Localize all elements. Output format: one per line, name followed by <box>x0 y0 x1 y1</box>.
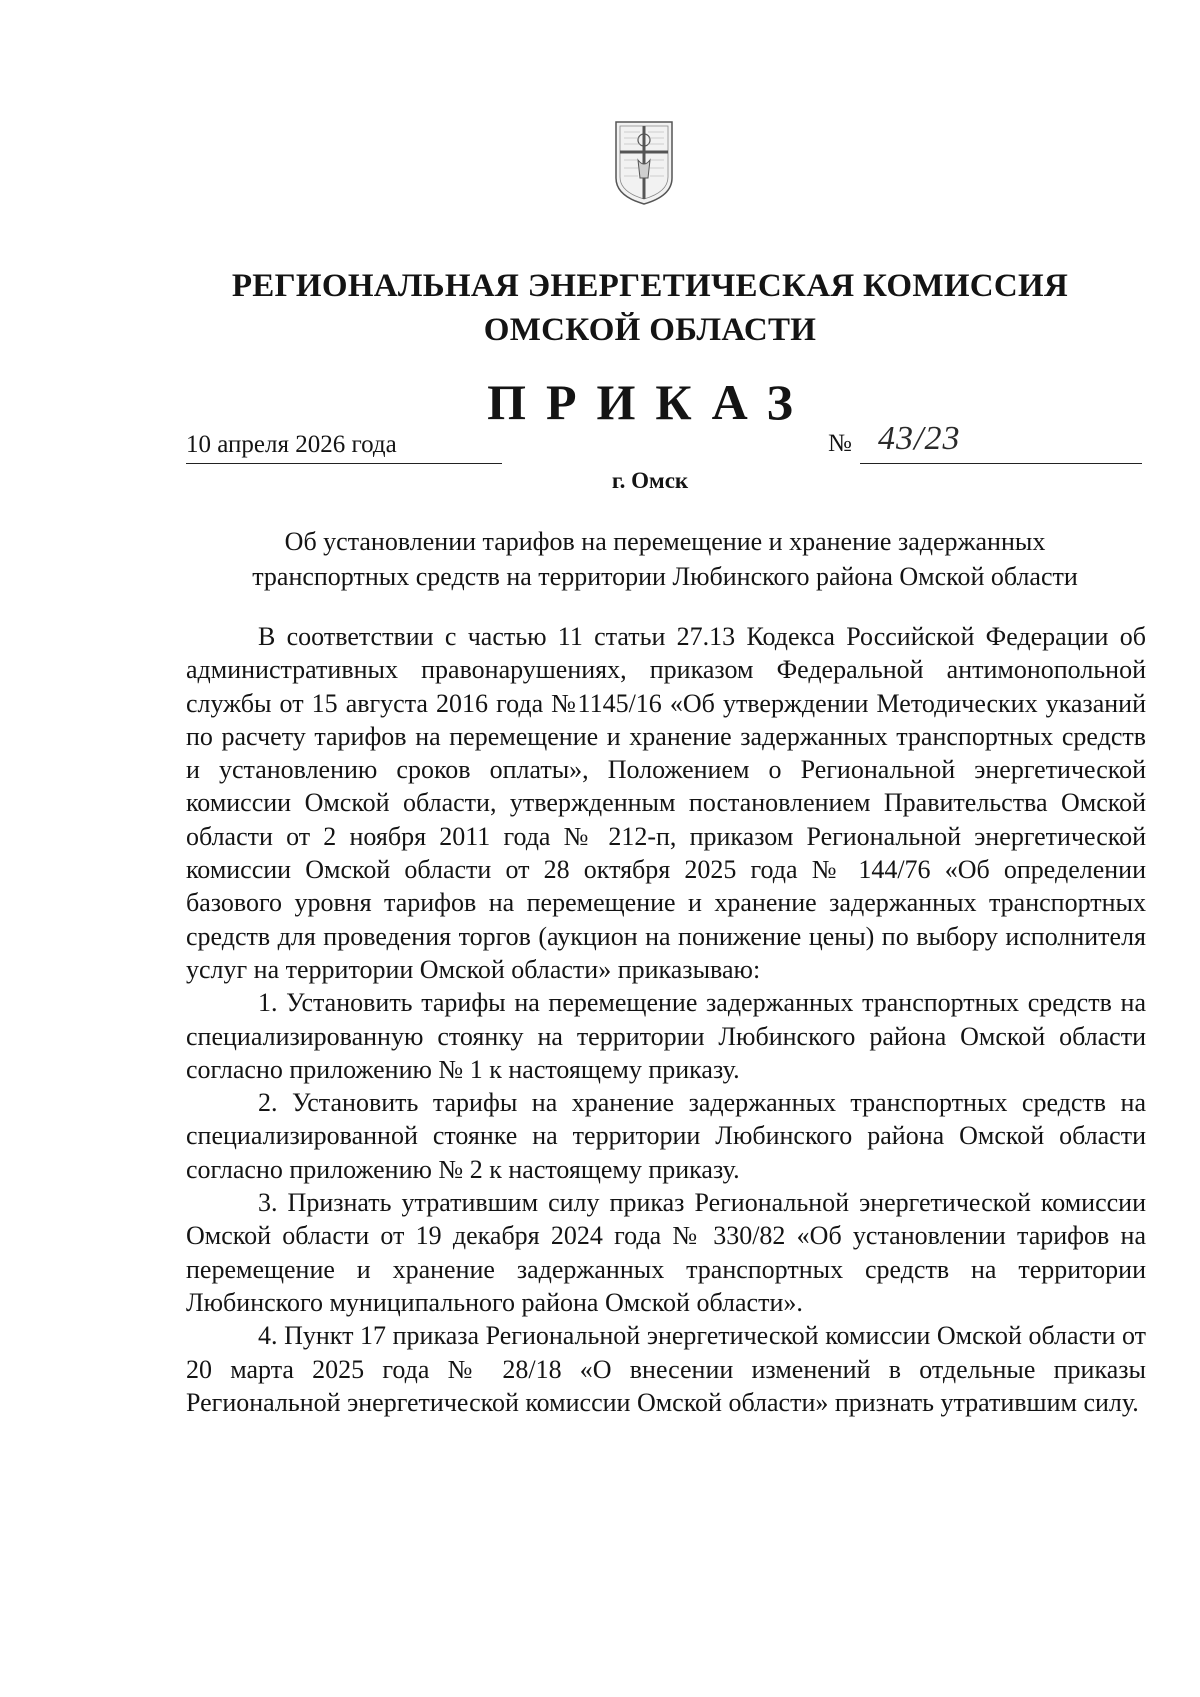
number-underline <box>860 463 1142 464</box>
subject-line-2: транспортных средств на территории Любинского района Омской области <box>252 562 1078 591</box>
document-body <box>186 620 1146 1419</box>
coat-of-arms-emblem <box>612 112 676 208</box>
subject-line-1: Об установлении тарифов на перемещение и хранение задержанных <box>284 527 1046 556</box>
order-item-4: 4. Пункт 17 приказа Региональной энергетической комиссии Омской области от 20 марта 2025 года № 28/18 «О внесении изменений в отдельные приказы Региональной энергетической комиссии Омской области» признать утратившим силу. <box>186 1321 1146 1417</box>
organization-name-line-1: РЕГИОНАЛЬНАЯ ЭНЕРГЕТИЧЕСКАЯ КОМИССИЯ <box>231 268 1069 304</box>
order-item-1: 1. Установить тарифы на перемещение задержанных транспортных средств на специализированную стоянку на территории Любинского района Омской области согласно приложению № 1 к настоящему приказу. <box>186 988 1146 1084</box>
document-type-title: ПРИКАЗ <box>487 374 813 430</box>
date-underline <box>186 463 502 464</box>
organization-name-line-2: ОМСКОЙ ОБЛАСТИ <box>483 312 817 348</box>
document-number-handwritten: 43/23 <box>878 420 961 457</box>
document-number-label: № <box>828 430 852 457</box>
preamble-paragraph: В соответствии с частью 11 статьи 27.13 Кодекса Российской Федерации об административных правонарушениях, приказом Федеральной антимонопольной службы от 15 августа 2016 года №1145/16 «Об утверждении Методических указаний по расчету тарифов на перемещение и хранение задержанных транспортных средств и установлению сроков оплаты», Положением о Региональной энергетической комиссии Омской области, утвержденным постановлением Правительства Омской области от 2 ноября 2011 года № 212-п, приказом Региональной энергетической комиссии Омской области от 28 октября 2025 года № 144/76 «Об определении базового уровня тарифов на перемещение и хранение задержанных транспортных средств для проведения торгов (аукцион на понижение цены) по выбору исполнителя услуг на территории Омской области» приказываю: <box>186 622 1146 984</box>
document-subject <box>186 524 1144 594</box>
document-city: г. Омск <box>611 468 689 493</box>
order-item-3: 3. Признать утратившим силу приказ Региональной энергетической комиссии Омской области от 19 декабря 2024 года № 330/82 «Об установлении тарифов на перемещение и хранение задержанных транспортных средств на территории Любинского муниципального района Омской области». <box>186 1188 1146 1317</box>
document-date: 10 апреля 2026 года <box>186 431 397 458</box>
order-item-2: 2. Установить тарифы на хранение задержанных транспортных средств на специализированной стоянке на территории Любинского района Омской области согласно приложению № 2 к настоящему приказу. <box>186 1088 1146 1184</box>
